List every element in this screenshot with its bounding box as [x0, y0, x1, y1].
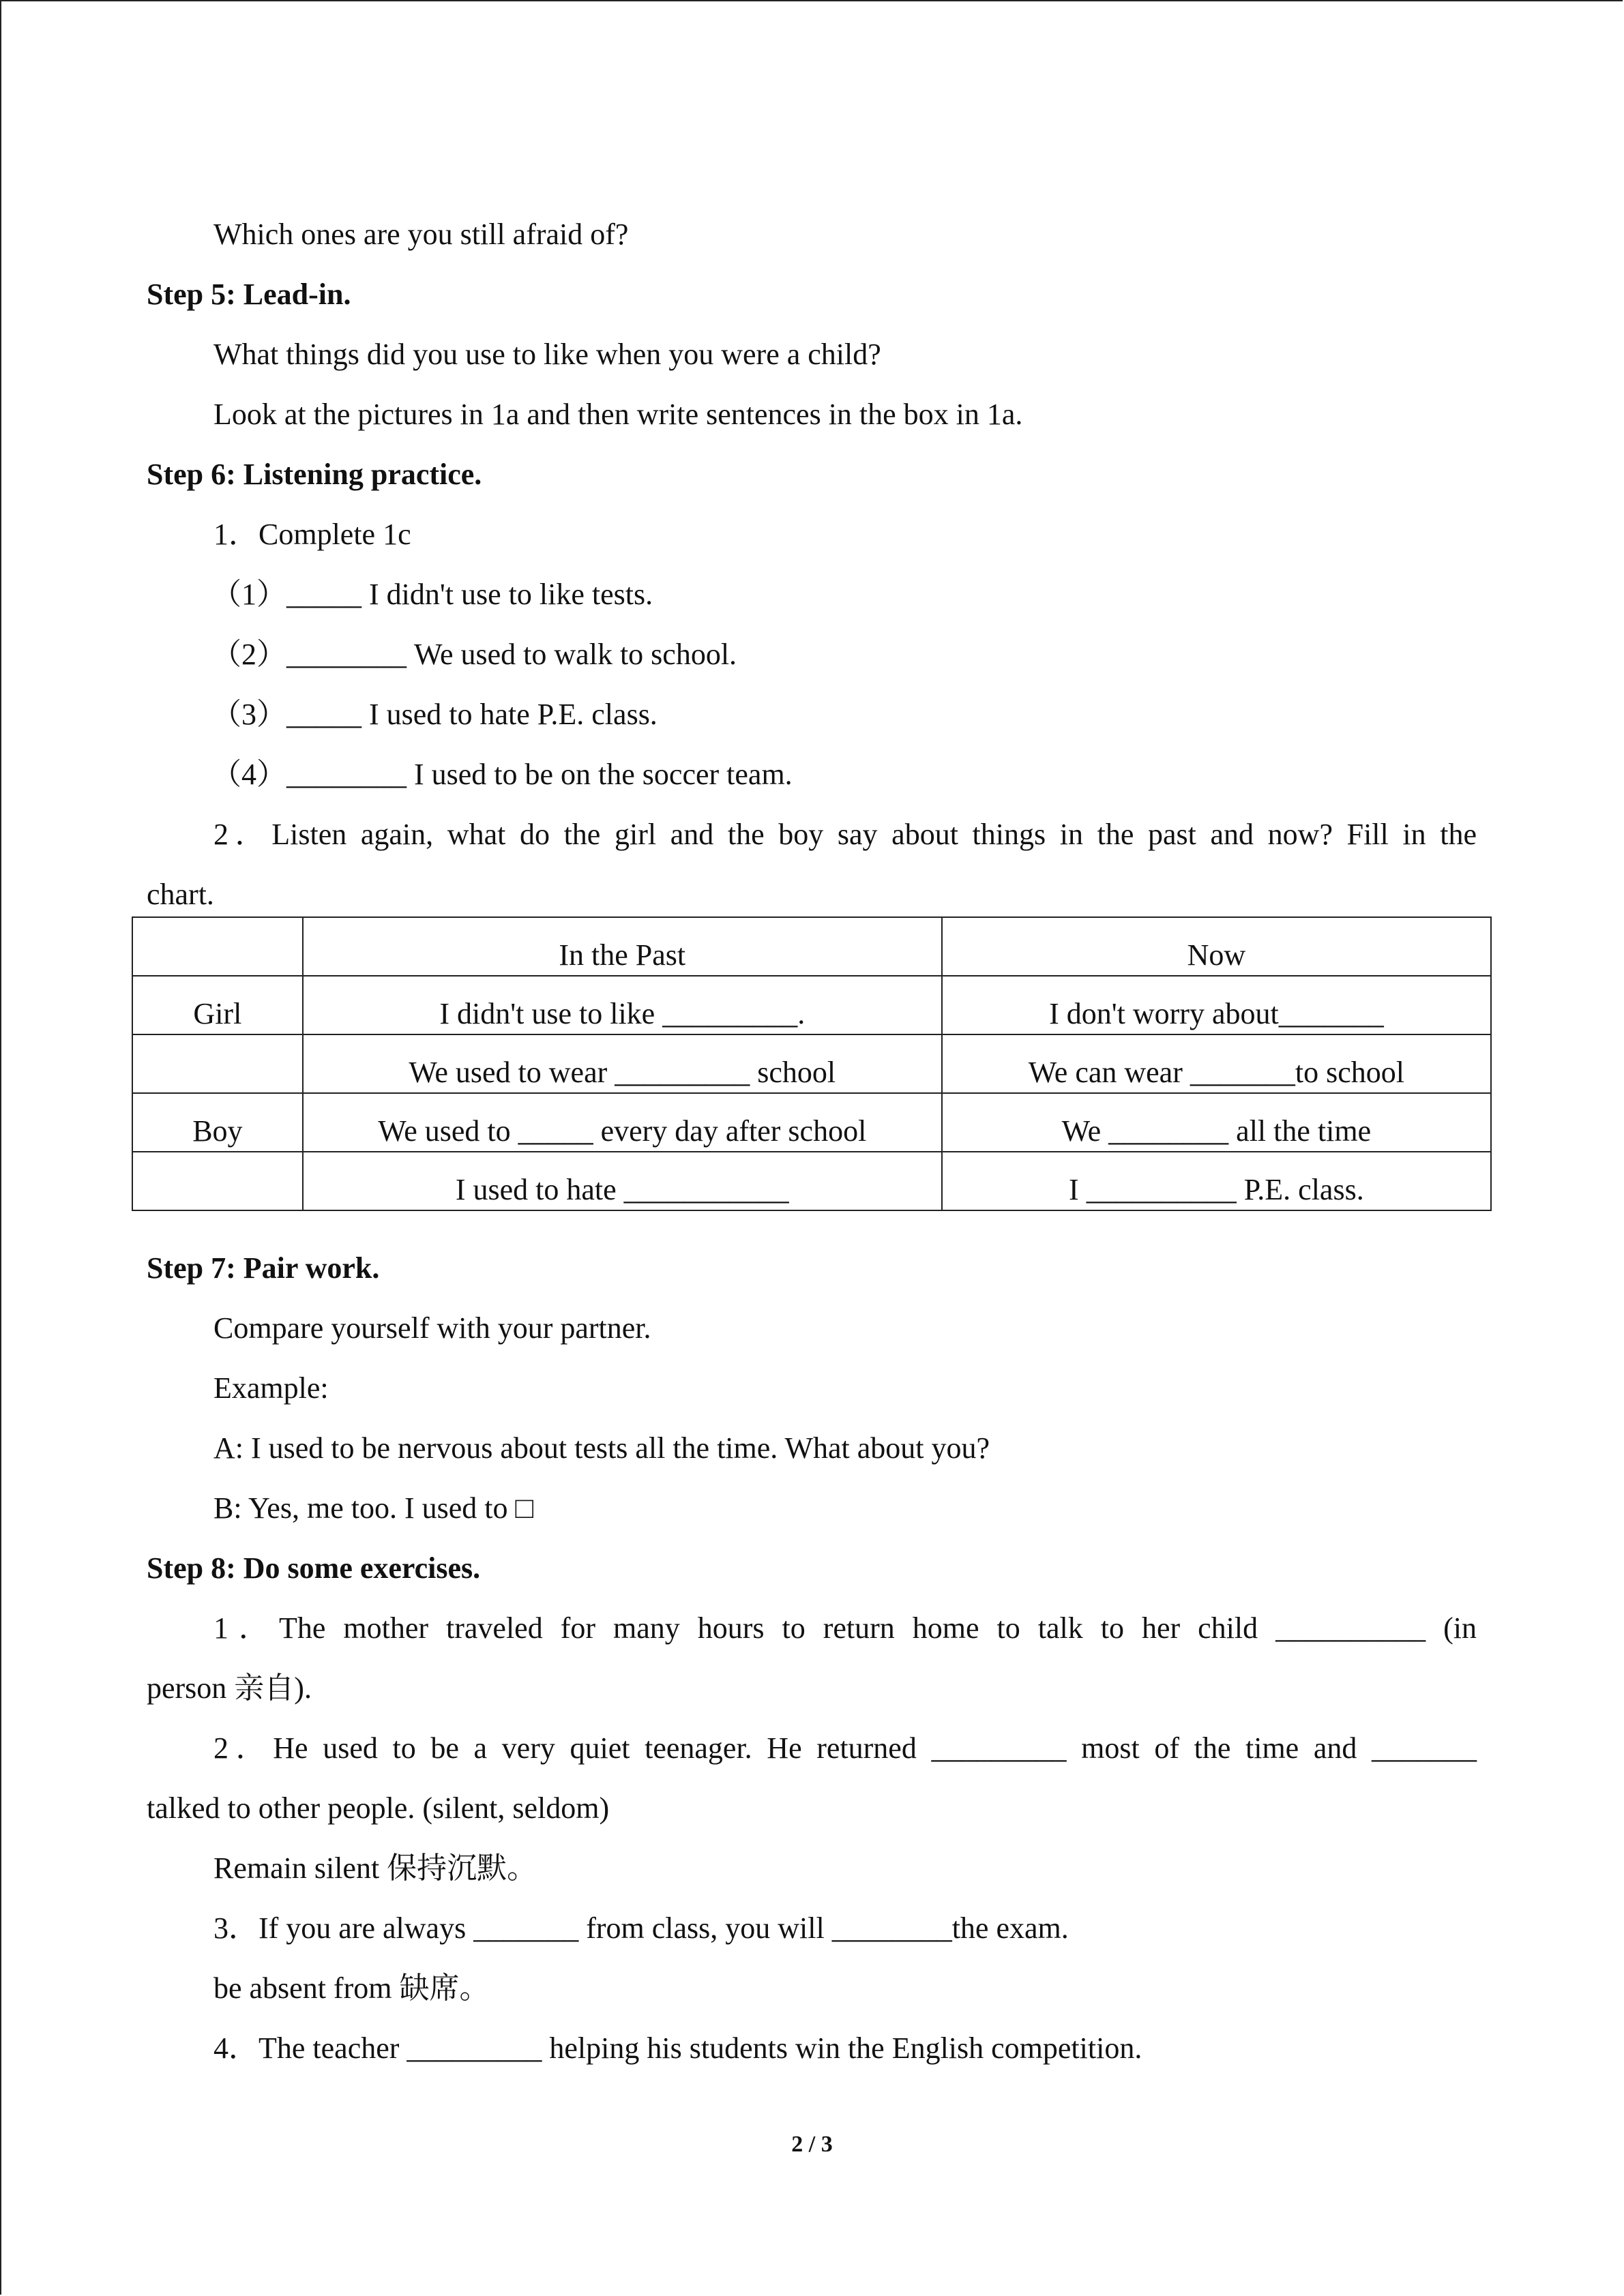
top-section — [147, 205, 1477, 925]
exercise-1-line-1: 1．The mother traveled for many hours to return home to talk to her child __________ (in — [213, 1611, 1477, 1645]
remain-silent-note: Remain silent 保持沉默。 — [213, 1851, 537, 1885]
chart-cell-past: I used to hate ___________ — [303, 1152, 942, 1210]
chart-header-now: Now — [942, 917, 1491, 976]
dialogue-a: A: I used to be nervous about tests all the time. What about you? — [213, 1431, 990, 1465]
chart-cell-person — [132, 1152, 303, 1210]
step-6-heading: Step 6: Listening practice. — [147, 458, 482, 491]
chart-cell-now: I don't worry about_______ — [942, 976, 1491, 1034]
chart-row — [132, 1093, 1491, 1152]
question-afraid: Which ones are you still afraid of? — [213, 218, 629, 251]
chart-cell-now: We ________ all the time — [942, 1093, 1491, 1152]
chart-row — [132, 1152, 1491, 1210]
exercise-3: 3．If you are always _______ from class, you will ________the exam. — [213, 1911, 1069, 1945]
step-7-heading: Step 7: Pair work. — [147, 1251, 380, 1285]
bottom-section — [147, 1238, 1477, 2078]
listening-item-4: （4）________ I used to be on the soccer team. — [211, 758, 793, 791]
listen-again-line-1: 2．Listen again, what do the girl and the boy say about things in the past and now? Fill in the — [213, 818, 1477, 851]
step-8-heading: Step 8: Do some exercises. — [147, 1551, 481, 1585]
listening-item-1: （1）_____ I didn't use to like tests. — [211, 578, 653, 611]
complete-1c: 1．Complete 1c — [213, 518, 411, 551]
chart-cell-person: Boy — [132, 1093, 303, 1152]
compare-instruction: Compare yourself with your partner. — [213, 1311, 651, 1345]
dialogue-b: B: Yes, me too. I used to □ — [213, 1491, 534, 1525]
question-like: What things did you use to like when you were a child? — [213, 338, 881, 371]
page-number: 2 / 3 — [791, 2132, 833, 2157]
chart-header-past: In the Past — [303, 917, 942, 976]
chart-cell-now: We can wear _______to school — [942, 1034, 1491, 1093]
chart-cell-now: I __________ P.E. class. — [942, 1152, 1491, 1210]
chart-cell-past: I didn't use to like _________. — [303, 976, 942, 1034]
absent-note: be absent from 缺席。 — [213, 1971, 490, 2005]
chart-row — [132, 976, 1491, 1034]
exercise-1-line-2: person 亲自). — [147, 1671, 312, 1705]
listen-again-line-2: chart. — [147, 878, 214, 911]
instruction-look: Look at the pictures in 1a and then write sentences in the box in 1a. — [213, 398, 1023, 431]
chart-cell-person — [132, 1034, 303, 1093]
chart-cell-person: Girl — [132, 976, 303, 1034]
step-5-heading: Step 5: Lead-in. — [147, 278, 351, 311]
listening-item-2: （2）________ We used to walk to school. — [211, 638, 737, 671]
exercise-2-line-2: talked to other people. (silent, seldom) — [147, 1791, 610, 1825]
exercise-4: 4．The teacher _________ helping his students win the English competition. — [213, 2031, 1142, 2065]
example-label: Example: — [213, 1371, 329, 1405]
chart-cell-past: We used to wear _________ school — [303, 1034, 942, 1093]
listening-item-3: （3）_____ I used to hate P.E. class. — [211, 698, 658, 731]
chart-row — [132, 1034, 1491, 1093]
chart-header-blank — [132, 917, 303, 976]
past-now-chart — [132, 916, 1492, 1211]
chart-header-row — [132, 917, 1491, 976]
chart-cell-past: We used to _____ every day after school — [303, 1093, 942, 1152]
exercise-2-line-1: 2．He used to be a very quiet teenager. He returned _________ most of the time and _______ — [213, 1731, 1477, 1765]
